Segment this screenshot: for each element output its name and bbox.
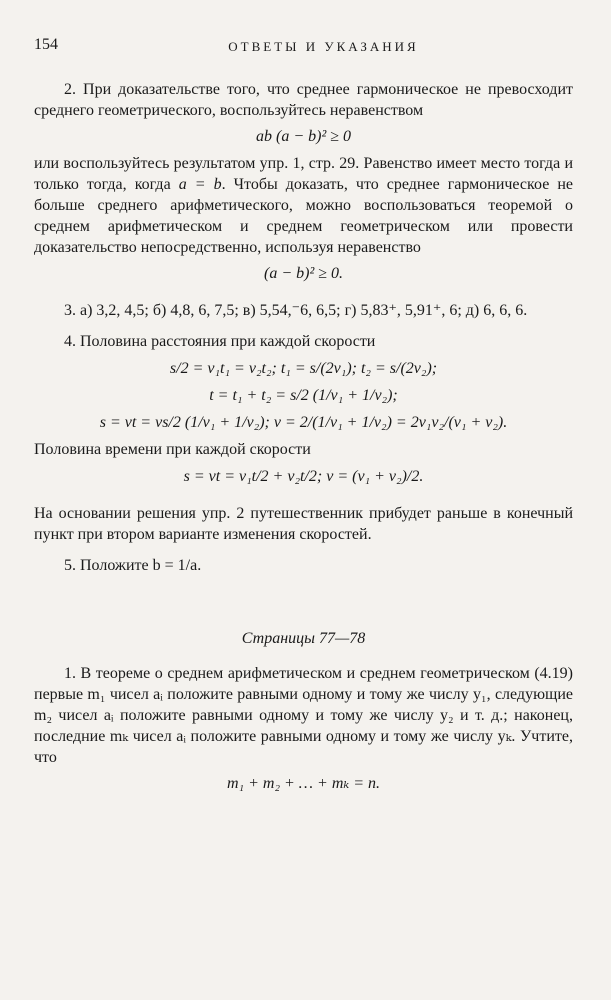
section-answer-1: 1. В теореме о среднем арифметическом и среднем геометрическом (4.19) первые m₁ чисел aᵢ положите равными одному и тому же числу y₁, следующие m₂ чисел aᵢ положите равными одному и тому же числу y₂ и т. д.; наконец, последние mₖ чисел aᵢ положите равными одному и тому же числу yₖ. Учтите, что: [34, 665, 573, 766]
page-number: 154: [34, 36, 58, 53]
answer-5: 5. Положите b = 1/a.: [64, 557, 202, 574]
running-title: ОТВЕТЫ И УКАЗАНИЯ: [228, 39, 419, 54]
answer-2-intro: 2. При доказательстве того, что среднее гармоническое не превосходит среднего геометрического, воспользуйтесь неравенством: [34, 81, 573, 119]
equality-condition: a = b: [178, 176, 222, 193]
answer-2-text: [34, 153, 573, 258]
answer-2-text-part: или воспользуйтесь результатом упр. 1, стр. 29. Равенство имеет место тогда и только тогда, когда: [34, 155, 573, 193]
answer-4-time: Половина времени при каждой скорости: [34, 441, 311, 458]
page-body: [34, 79, 573, 800]
equation-3: s = vt = vs/2 (1/v₁ + 1/v₂); v = 2/(1/v₁ + 1/v₂) = 2v₁v₂/(v₁ + v₂).: [99, 414, 508, 431]
equation-1: s/2 = v₁t₁ = v₂t₂; t₁ = s/(2v₁); t₂ = s/(2v₂);: [169, 360, 438, 377]
section-title: Страницы 77—78: [241, 630, 366, 647]
section-formula: m₁ + m₂ + … + mₖ = n.: [226, 775, 381, 792]
equation-2: t = t₁ + t₂ = s/2 (1/v₁ + 1/v₂);: [209, 387, 398, 404]
answer-4-intro: 4. Половина расстояния при каждой скорости: [64, 333, 376, 350]
page-header: [34, 34, 573, 56]
equation-4: s = vt = v₁t/2 + v₂t/2; v = (v₁ + v₂)/2.: [183, 468, 424, 485]
answer-2-text-part: . Чтобы доказать, что среднее гармоническое не больше среднего арифметического, можно воспользоваться теоремой о среднем арифметическом и среднем геометрическом или провести доказательство непосредственно, используя неравенство: [34, 176, 573, 256]
inequality-2: (a − b)² ≥ 0.: [263, 265, 344, 282]
inequality-1: ab (a − b)² ≥ 0: [255, 128, 352, 145]
answer-4-conclusion: На основании решения упр. 2 путешественник прибудет раньше в конечный пункт при втором варианте изменения скоростей.: [34, 505, 573, 543]
answer-3: 3. а) 3,2, 4,5; б) 4,8, 6, 7,5; в) 5,54,⁻6, 6,5; г) 5,83⁺, 5,91⁺, 6; д) 6, 6, 6.: [64, 302, 528, 319]
